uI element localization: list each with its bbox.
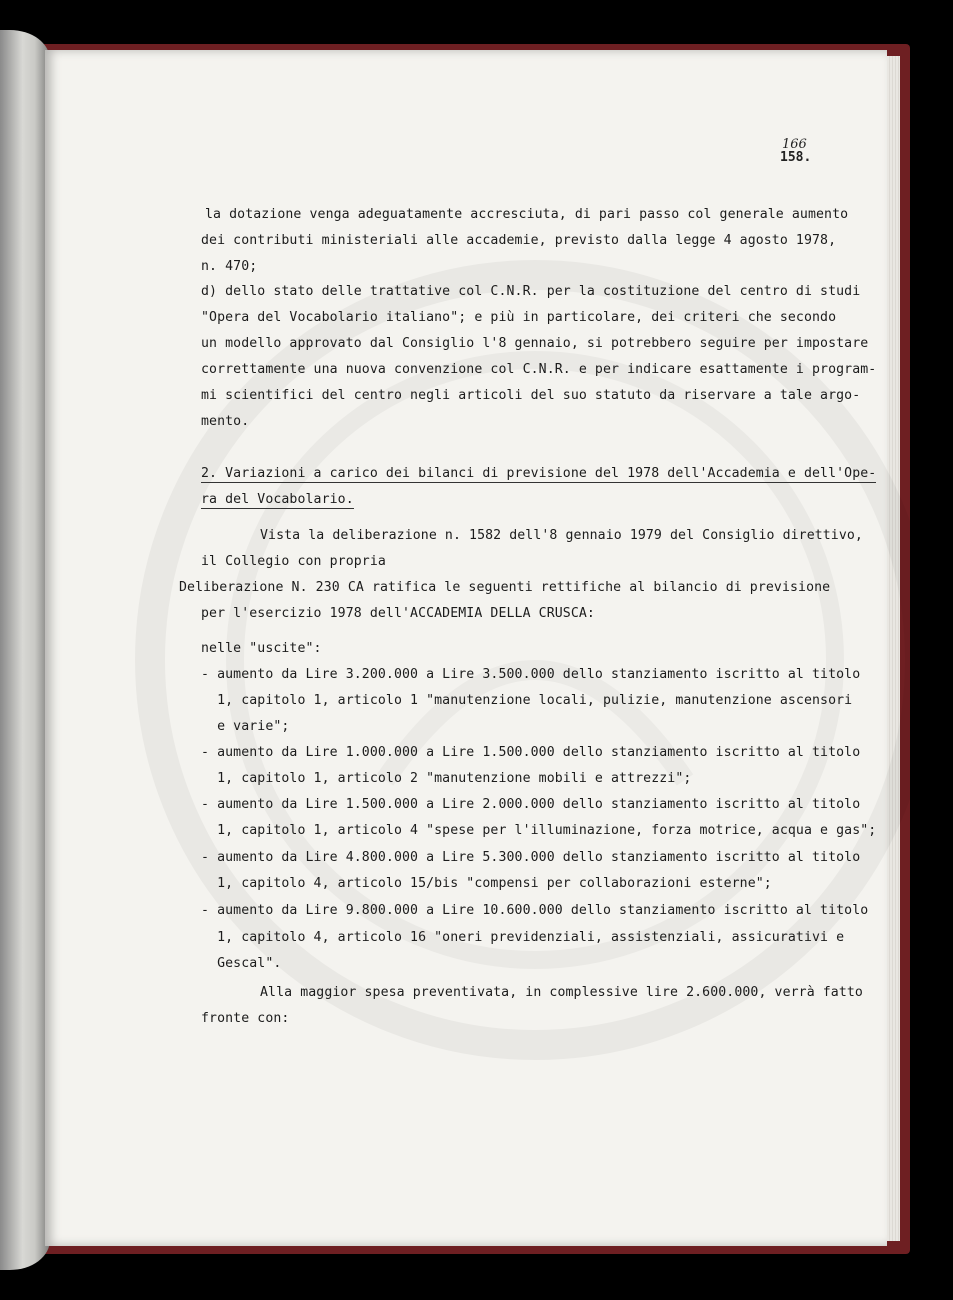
text-line: Vista la deliberazione n. 1582 dell'8 gennaio 1979 del Consiglio direttivo, [260,528,863,543]
text-line: - aumento da Lire 9.800.000 a Lire 10.600.000 dello stanziamento iscritto al titolo [201,903,869,918]
text-line: - aumento da Lire 1.000.000 a Lire 1.500.000 dello stanziamento iscritto al titolo [201,745,861,760]
page-number-previous: 158. [780,150,812,165]
text-line: la dotazione venga adeguatamente accresciuta, di pari passo col generale aumento [205,207,849,222]
text-line: 2. Variazioni a carico dei bilanci di previsione del 1978 dell'Accademia e dell'Ope- [201,466,877,481]
text-line: dei contributi ministeriali alle accademie, previsto dalla legge 4 agosto 1978, [201,233,837,248]
text-line: un modello approvato dal Consiglio l'8 gennaio, si potrebbero seguire per impostare [201,336,869,351]
text-line: ra del Vocabolario. [201,492,354,507]
text-line: per l'esercizio 1978 dell'ACCADEMIA DELLA CRUSCA: [201,606,595,621]
text-line: n. 470; [201,259,258,274]
text-line: e varie"; [201,719,290,734]
text-line: mi scientifici del centro negli articoli del suo statuto da riservare a tale argo- [201,388,861,403]
text-line: 1, capitolo 1, articolo 2 "manutenzione mobili e attrezzi"; [201,771,692,786]
text-line: 1, capitolo 1, articolo 4 "spese per l'illuminazione, forza motrice, acqua e gas"; [201,823,877,838]
text-line: Gescal". [201,956,282,971]
text-line: - aumento da Lire 1.500.000 a Lire 2.000.000 dello stanziamento iscritto al titolo [201,797,861,812]
text-line: 1, capitolo 1, articolo 1 "manutenzione locali, pulizie, manutenzione ascensori [201,693,853,708]
text-line: d) dello stato delle trattative col C.N.R. per la costituzione del centro di studi [201,284,861,299]
text-line: correttamente una nuova convenzione col C.N.R. e per indicare esattamente i program- [201,362,877,377]
text-line: - aumento da Lire 4.800.000 a Lire 5.300.000 dello stanziamento iscritto al titolo [201,850,861,865]
document-body [45,50,887,1246]
text-line: "Opera del Vocabolario italiano"; e più in particolare, dei criteri che secondo [201,310,837,325]
text-line: 1, capitolo 4, articolo 15/bis "compensi per collaborazioni esterne"; [201,876,772,891]
text-line: il Collegio con propria [201,554,386,569]
text-line: - aumento da Lire 3.200.000 a Lire 3.500.000 dello stanziamento iscritto al titolo [201,667,861,682]
text-line: nelle "uscite": [201,641,322,656]
text-line: 1, capitolo 4, articolo 16 "oneri previdenziali, assistenziali, assicurativi e [201,930,845,945]
document-page [45,50,887,1246]
text-line: Deliberazione N. 230 CA ratifica le seguenti rettifiche al bilancio di previsione [179,580,831,595]
text-line: mento. [201,414,250,429]
left-page-edge [0,30,50,1270]
text-line: fronte con: [201,1011,290,1026]
page-number-current: 166 [782,137,807,152]
text-line: Alla maggior spesa preventivata, in complessive lire 2.600.000, verrà fatto [260,985,863,1000]
